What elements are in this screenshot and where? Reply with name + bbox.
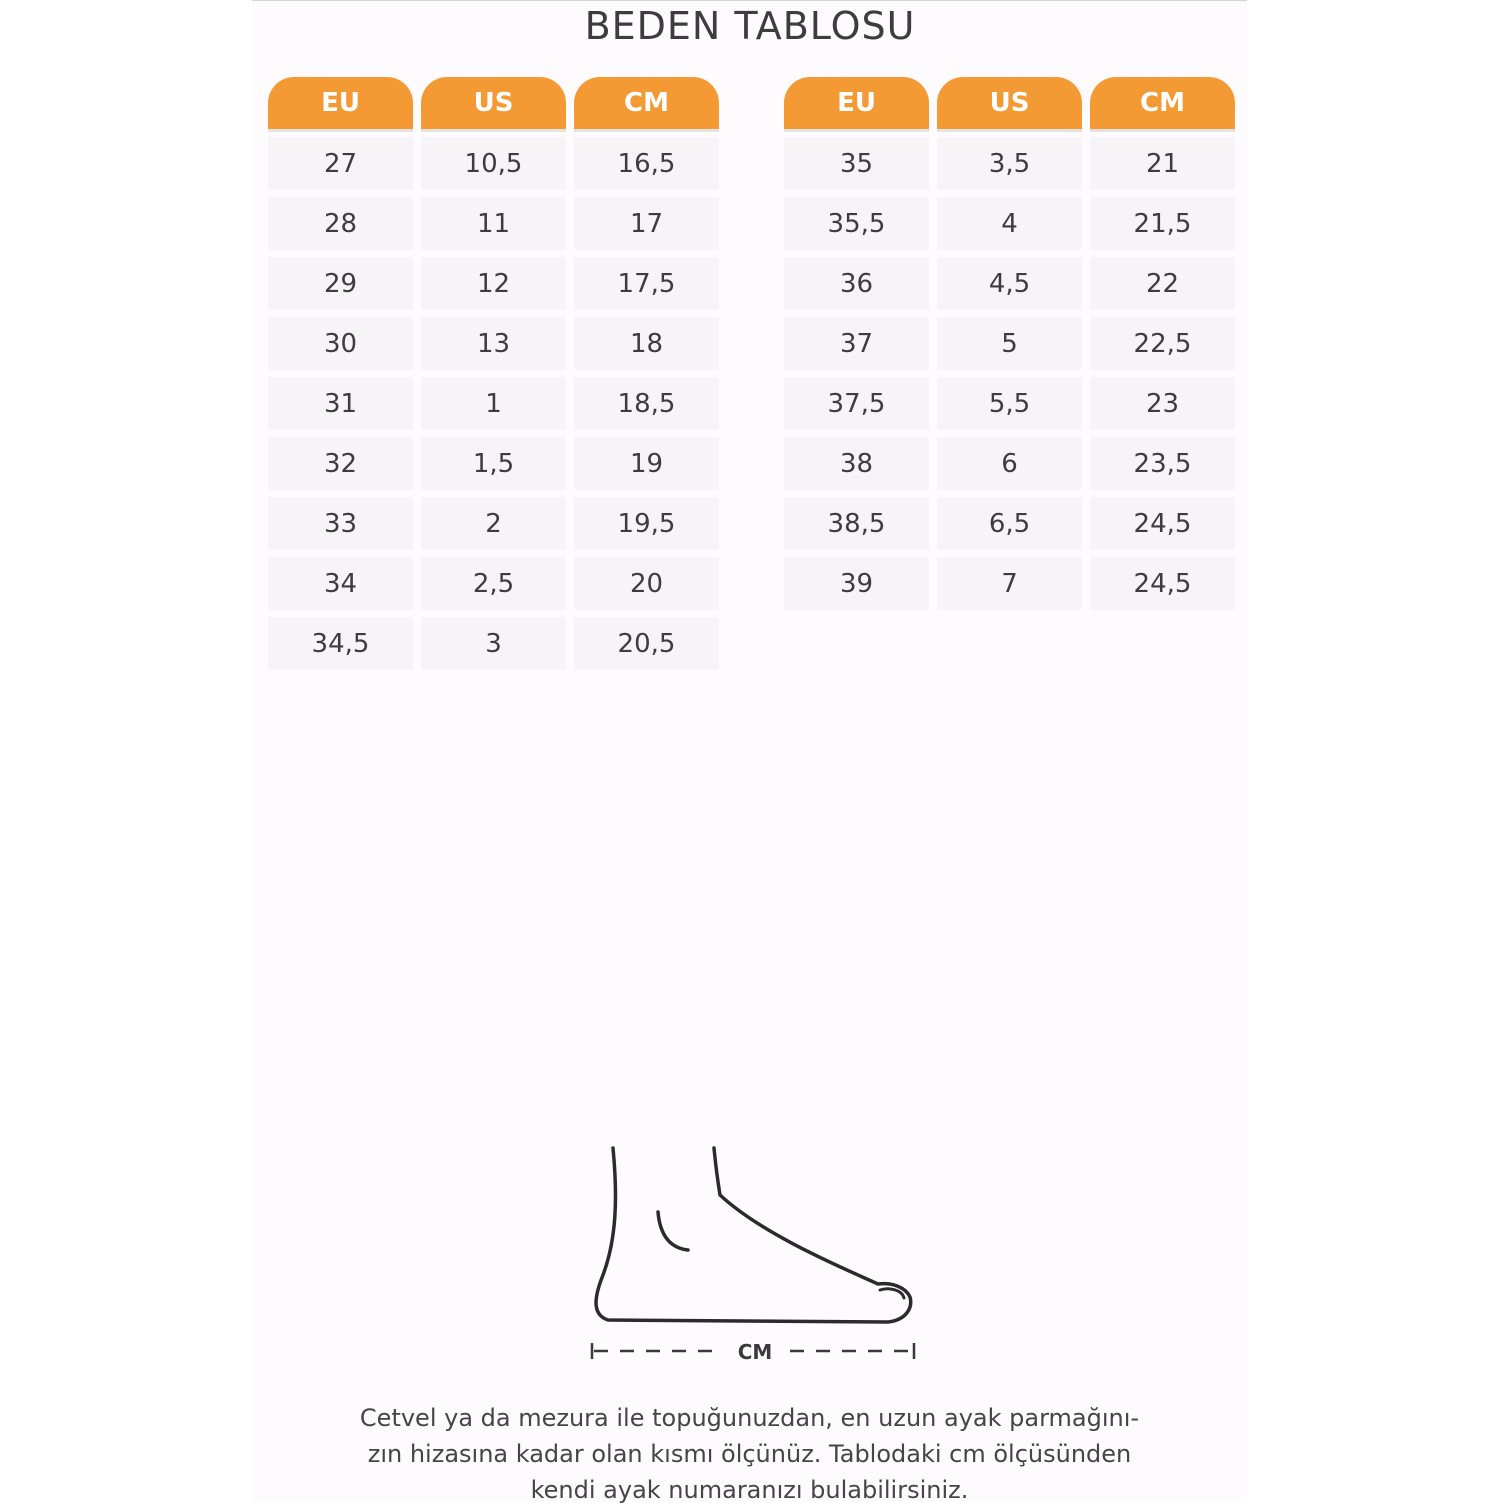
instruction-line: kendi ayak numaranızı bulabilirsiniz. xyxy=(530,1476,969,1504)
table-row xyxy=(268,257,719,310)
table-header xyxy=(784,77,1235,129)
table-row xyxy=(268,197,719,250)
instruction-line: zın hizasına kadar olan kısmı ölçünüz. Tablodaki cm ölçüsünden xyxy=(367,1440,1132,1468)
cell-eu: 38,5 xyxy=(784,497,929,550)
cell-us: 13 xyxy=(421,317,566,370)
cell-us: 4,5 xyxy=(937,257,1082,310)
table-row xyxy=(784,497,1235,550)
table-row xyxy=(268,617,719,670)
header-cm: CM xyxy=(574,77,719,129)
header-eu: EU xyxy=(268,77,413,129)
cell-eu: 28 xyxy=(268,197,413,250)
cell-us: 3 xyxy=(421,617,566,670)
table-row xyxy=(784,557,1235,610)
table-row xyxy=(784,197,1235,250)
page-title: BEDEN TABLOSU xyxy=(584,4,916,48)
cell-eu: 34,5 xyxy=(268,617,413,670)
cell-us: 2,5 xyxy=(421,557,566,610)
cell-eu: 27 xyxy=(268,137,413,190)
table-row xyxy=(268,557,719,610)
table-row xyxy=(784,437,1235,490)
cell-cm: 18 xyxy=(574,317,719,370)
cell-us: 7 xyxy=(937,557,1082,610)
cell-cm: 20 xyxy=(574,557,719,610)
table-row xyxy=(268,137,719,190)
cell-us: 4 xyxy=(937,197,1082,250)
cell-eu: 35 xyxy=(784,137,929,190)
foot-measure-diagram xyxy=(588,1140,928,1374)
cell-cm: 21,5 xyxy=(1090,197,1235,250)
header-eu: EU xyxy=(784,77,929,129)
cell-us: 2 xyxy=(421,497,566,550)
header-cm: CM xyxy=(1090,77,1235,129)
table-row xyxy=(784,317,1235,370)
table-body xyxy=(784,137,1235,610)
cell-eu: 39 xyxy=(784,557,929,610)
cell-eu: 38 xyxy=(784,437,929,490)
cell-us: 5,5 xyxy=(937,377,1082,430)
table-row xyxy=(268,377,719,430)
cell-cm: 19 xyxy=(574,437,719,490)
measure-label: CM xyxy=(737,1340,773,1364)
cell-cm: 17,5 xyxy=(574,257,719,310)
cell-us: 11 xyxy=(421,197,566,250)
foot-outline-icon xyxy=(588,1140,928,1370)
cell-eu: 29 xyxy=(268,257,413,310)
table-row xyxy=(784,137,1235,190)
cell-eu: 35,5 xyxy=(784,197,929,250)
measurement-instructions xyxy=(252,1400,1247,1508)
cell-eu: 31 xyxy=(268,377,413,430)
table-row xyxy=(268,437,719,490)
cell-cm: 20,5 xyxy=(574,617,719,670)
cell-eu: 32 xyxy=(268,437,413,490)
header-us: US xyxy=(937,77,1082,129)
cell-cm: 18,5 xyxy=(574,377,719,430)
cell-eu: 37,5 xyxy=(784,377,929,430)
table-row xyxy=(268,317,719,370)
cell-cm: 21 xyxy=(1090,137,1235,190)
cell-us: 5 xyxy=(937,317,1082,370)
cell-eu: 34 xyxy=(268,557,413,610)
cell-cm: 16,5 xyxy=(574,137,719,190)
cell-eu: 30 xyxy=(268,317,413,370)
table-row xyxy=(784,377,1235,430)
cell-eu: 36 xyxy=(784,257,929,310)
cell-cm: 23 xyxy=(1090,377,1235,430)
table-row xyxy=(268,497,719,550)
cell-us: 12 xyxy=(421,257,566,310)
size-table-right xyxy=(784,77,1235,610)
cell-us: 6 xyxy=(937,437,1082,490)
cell-cm: 19,5 xyxy=(574,497,719,550)
table-row xyxy=(784,257,1235,310)
table-body xyxy=(268,137,719,670)
cell-cm: 24,5 xyxy=(1090,557,1235,610)
header-us: US xyxy=(421,77,566,129)
table-header xyxy=(268,77,719,129)
cell-us: 3,5 xyxy=(937,137,1082,190)
cell-cm: 22 xyxy=(1090,257,1235,310)
cell-eu: 33 xyxy=(268,497,413,550)
cell-us: 1,5 xyxy=(421,437,566,490)
cell-cm: 22,5 xyxy=(1090,317,1235,370)
cell-us: 6,5 xyxy=(937,497,1082,550)
instruction-line: Cetvel ya da mezura ile topuğunuzdan, en uzun ayak parmağını- xyxy=(359,1404,1140,1432)
cell-cm: 17 xyxy=(574,197,719,250)
cell-cm: 23,5 xyxy=(1090,437,1235,490)
cell-eu: 37 xyxy=(784,317,929,370)
cell-cm: 24,5 xyxy=(1090,497,1235,550)
cell-us: 10,5 xyxy=(421,137,566,190)
cell-us: 1 xyxy=(421,377,566,430)
size-table-left xyxy=(268,77,719,670)
